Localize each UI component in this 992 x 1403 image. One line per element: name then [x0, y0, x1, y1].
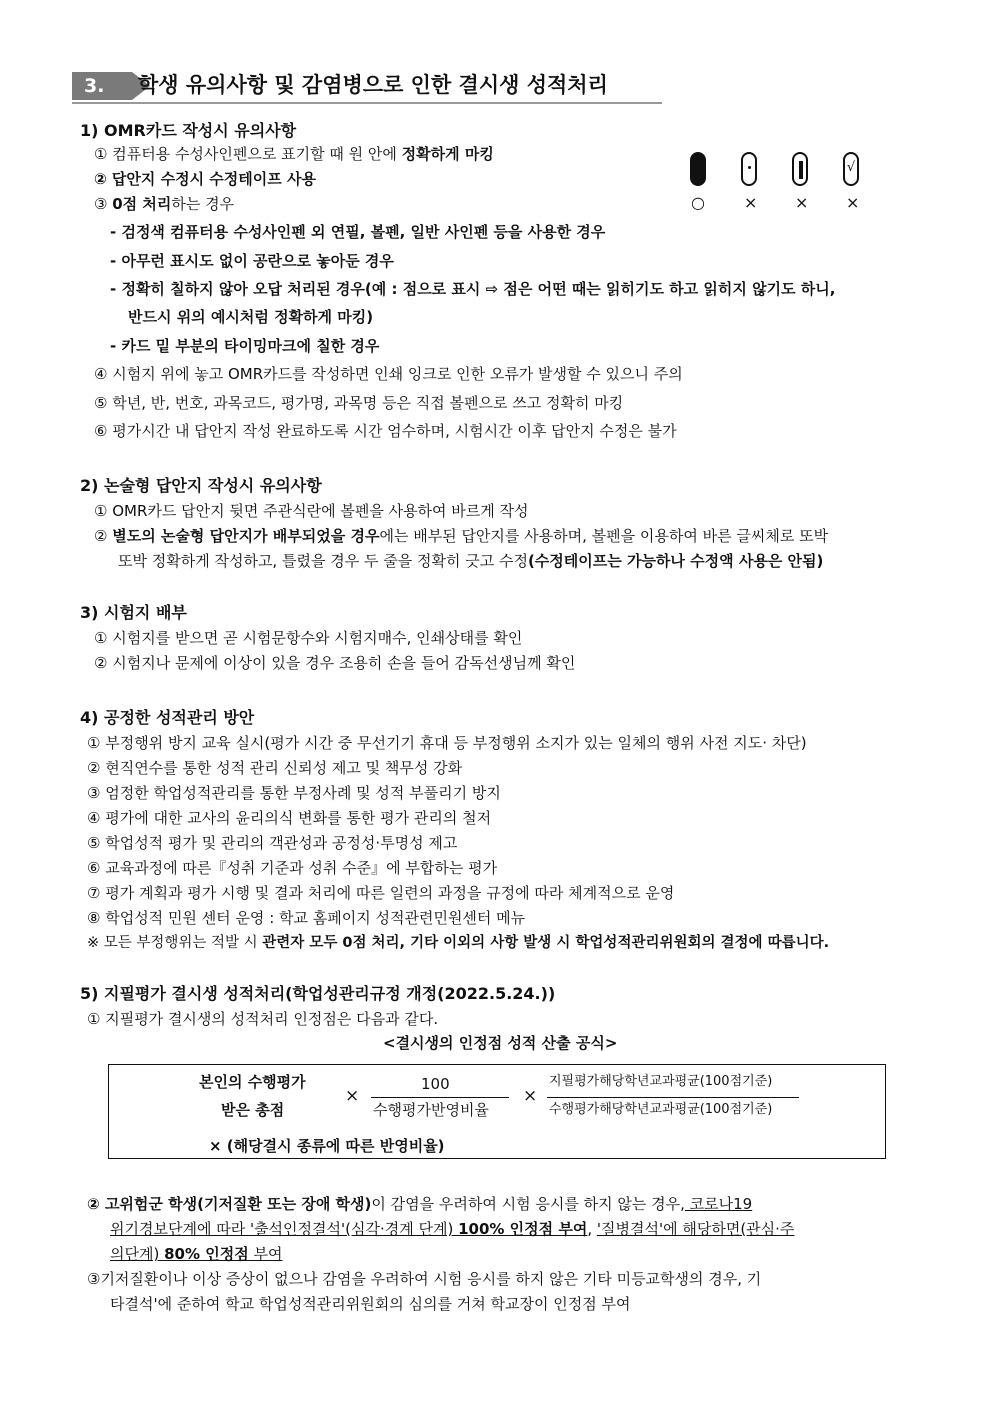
s5-item2-num: ②	[87, 1195, 105, 1213]
s2-item2-line2	[118, 550, 823, 572]
formula-frac1-numerator: 100	[421, 1075, 450, 1093]
omr-wrong-symbol-2: ×	[795, 193, 809, 212]
formula-frac2-line	[547, 1097, 799, 1098]
s3-title: 3) 시험지 배부	[80, 603, 187, 622]
s5-item2-underline2-bold: 100% 인정점 부여	[458, 1220, 588, 1238]
s5-item2-text: 이 감염을 우려하여 시험 응시를 하지 않는 경우,	[371, 1195, 685, 1213]
s4-item2: ② 현직연수를 통한 성적 관리 신뢰성 제고 및 책무성 강화	[87, 759, 463, 777]
formula-frac2-denominator: 수행평가해당학년교과평균(100점기준)	[549, 1102, 773, 1117]
s1-item1-text: ① 컴퓨터용 수성사인펜으로 표기할 때 원 안에	[94, 145, 402, 163]
s5-title: 5) 지필평가 결시생 성적처리(학업성관리규정 개정(2022.5.24.))	[80, 984, 556, 1003]
dot-icon	[748, 166, 751, 169]
s4-note-bold: 관련자 모두 0점 처리, 기타 이외의 사항 발생 시 학업성적관리위원회의 결정에 따릅니다.	[262, 935, 830, 951]
s4-note-text: ※ 모든 부정행위는 적발 시	[87, 935, 263, 951]
s1-item4: ④ 시험지 위에 놓고 OMR카드를 작성하면 인쇄 잉크로 인한 오류가 발생할 수 있으니 주의	[94, 365, 683, 383]
omr-dot-mark-icon	[741, 152, 757, 186]
s4-item7: ⑦ 평가 계획과 평가 시행 및 결과 처리에 따른 일련의 과정을 규정에 따라 체계적으로 운영	[87, 884, 675, 902]
formula-term1-line1: 본인의 수행평가	[199, 1073, 306, 1091]
s1-dash1: - 검정색 컴퓨터용 수성사인펜 외 연필, 볼펜, 일반 사인펜 등을 사용한 경우	[110, 223, 606, 241]
s5-item2-line1	[87, 1193, 752, 1215]
s4-note	[87, 932, 829, 954]
s2-item2-line2-bold: (수정테이프는 가능하나 수정액 사용은 안됨)	[527, 552, 824, 570]
s1-title: 1) OMR카드 작성시 유의사항	[80, 121, 297, 140]
s5-item2-underline1: 코로나19	[684, 1195, 753, 1213]
section-header	[72, 70, 672, 104]
s5-item2-underline4-bold: 80% 인정점	[164, 1245, 249, 1263]
bar-icon	[799, 161, 803, 179]
formula-title: <결시생의 인정점 성적 산출 공식>	[383, 1034, 618, 1052]
s1-dash2: - 아무런 표시도 없이 공란으로 놓아둔 경우	[110, 252, 394, 270]
s1-item3	[94, 193, 234, 215]
s3-item1: ① 시험지를 받으면 곧 시험문항수와 시험지매수, 인쇄상태를 확인	[94, 629, 523, 647]
s5-item1: ① 지필평가 결시생의 성적처리 인정점은 다음과 같다.	[87, 1010, 439, 1028]
s2-title: 2) 논술형 답안지 작성시 유의사항	[80, 476, 322, 495]
omr-wrong-symbol-1: ×	[744, 193, 758, 212]
formula-frac1-line	[371, 1097, 509, 1098]
s1-item1	[94, 143, 494, 165]
s2-item2-bold: 별도의 논술형 답안지가 배부되었을 경우	[112, 527, 380, 545]
s1-item6: ⑥ 평가시간 내 답안지 작성 완료하도록 시간 엄수하며, 시험시간 이후 답안지 수정은 불가	[94, 422, 677, 440]
s3-item2: ② 시험지나 문제에 이상이 있을 경우 조용히 손을 들어 감독선생님께 확인	[94, 654, 576, 672]
s1-item3-bold: 0점 처리	[112, 195, 172, 213]
s1-dash3b: 반드시 위의 예시처럼 정확하게 마킹)	[128, 308, 374, 326]
s5-item2-underline2: 위기경보단계에 따라 '출석인정결석'(심각·경계 단계)	[110, 1220, 459, 1238]
s4-item1: ① 부정행위 방지 교육 실시(평가 시간 중 무선기기 휴대 등 부정행위 소지가 있는 일체의 행위 사전 지도· 차단)	[87, 734, 807, 752]
s5-item2-bold: 고위험군 학생(기저질환 또는 장애 학생)	[104, 1195, 372, 1213]
s2-item2-line2-text: 또박 정확하게 작성하고, 틀렸을 경우 두 줄을 정확히 긋고 수정	[118, 552, 528, 570]
omr-check-mark-icon	[843, 152, 859, 186]
formula-times-2: ×	[523, 1086, 538, 1106]
s4-item6: ⑥ 교육과정에 따른『성취 기준과 성취 수준』에 부합하는 평가	[87, 859, 498, 877]
s5-item2-line2	[110, 1218, 794, 1240]
s5-item3-line2: 타결석'에 준하여 학교 학업성적관리위원회의 심의를 거쳐 학교장이 인정점 부여	[110, 1295, 631, 1313]
formula-box	[108, 1064, 886, 1159]
omr-correct-symbol: ○	[691, 193, 705, 212]
s1-item3-text: 하는 경우	[171, 195, 235, 213]
s5-item3-line1: ③기저질환이나 이상 증상이 없으나 감염을 우려하여 시험 응시를 하지 않은 기타 미등교학생의 경우, 기	[87, 1270, 762, 1288]
s5-item2-comma: ,	[587, 1220, 597, 1238]
section-underline	[72, 102, 662, 104]
s2-item2-text: 에는 배부된 답안지를 사용하며, 볼펜을 이용하여 바른 글씨체로 또박	[379, 527, 829, 545]
s5-item2-line3	[110, 1243, 282, 1265]
formula-frac1-denominator: 수행평가반영비율	[373, 1101, 489, 1119]
s1-item3-num: ③	[94, 195, 113, 213]
s4-item3: ③ 엄정한 학업성적관리를 통한 부정사례 및 성적 부풀리기 방지	[87, 784, 501, 802]
formula-footer: × (해당결시 종류에 따른 반영비율)	[209, 1137, 445, 1155]
s1-dash4: - 카드 밑 부분의 타이밍마크에 칠한 경우	[110, 337, 380, 355]
formula-term1-line2: 받은 총점	[221, 1101, 285, 1119]
section-number: 3.	[72, 72, 132, 100]
s5-item2-underline4-post: 부여	[248, 1245, 283, 1263]
s1-dash3a: - 정확히 칠하지 않아 오답 처리된 경우(예 : 점으로 표시 ⇨ 점은 어떤 때는 읽히기도 하고 읽히지 않기도 하니,	[110, 280, 836, 298]
s5-item2-underline4: 의단계)	[110, 1245, 165, 1263]
s4-item5: ⑤ 학업성적 평가 및 관리의 객관성과 공정성·투명성 제고	[87, 834, 458, 852]
omr-bar-mark-icon	[792, 152, 808, 186]
s1-item2: ② 답안지 수정시 수정테이프 사용	[94, 170, 316, 188]
omr-filled-mark-icon	[690, 152, 706, 186]
s2-item1: ① OMR카드 답안지 뒷면 주관식란에 볼펜을 사용하여 바르게 작성	[94, 502, 529, 520]
section-title: 학생 유의사항 및 감염병으로 인한 결시생 성적처리	[138, 73, 608, 97]
formula-frac2-numerator: 지필평가해당학년교과평균(100점기준)	[549, 1074, 773, 1089]
s4-item8: ⑧ 학업성적 민원 센터 운영 : 학교 홈페이지 성적관련민원센터 메뉴	[87, 909, 526, 927]
s5-item2-underline3: '질병결석'에 해당하면(관심·주	[596, 1220, 795, 1238]
s1-item1-bold: 정확하게 마킹	[401, 145, 494, 163]
check-icon: √	[846, 160, 856, 175]
s1-item5: ⑤ 학년, 반, 번호, 과목코드, 평가명, 과목명 등은 직접 볼펜으로 쓰고 정확히 마킹	[94, 394, 624, 412]
s2-item2-num: ②	[94, 527, 113, 545]
s4-title: 4) 공정한 성적관리 방안	[80, 708, 255, 727]
formula-times-1: ×	[345, 1086, 360, 1106]
omr-wrong-symbol-3: ×	[846, 193, 860, 212]
s2-item2	[94, 525, 828, 547]
s4-item4: ④ 평가에 대한 교사의 윤리의식 변화를 통한 평가 관리의 철저	[87, 809, 492, 827]
